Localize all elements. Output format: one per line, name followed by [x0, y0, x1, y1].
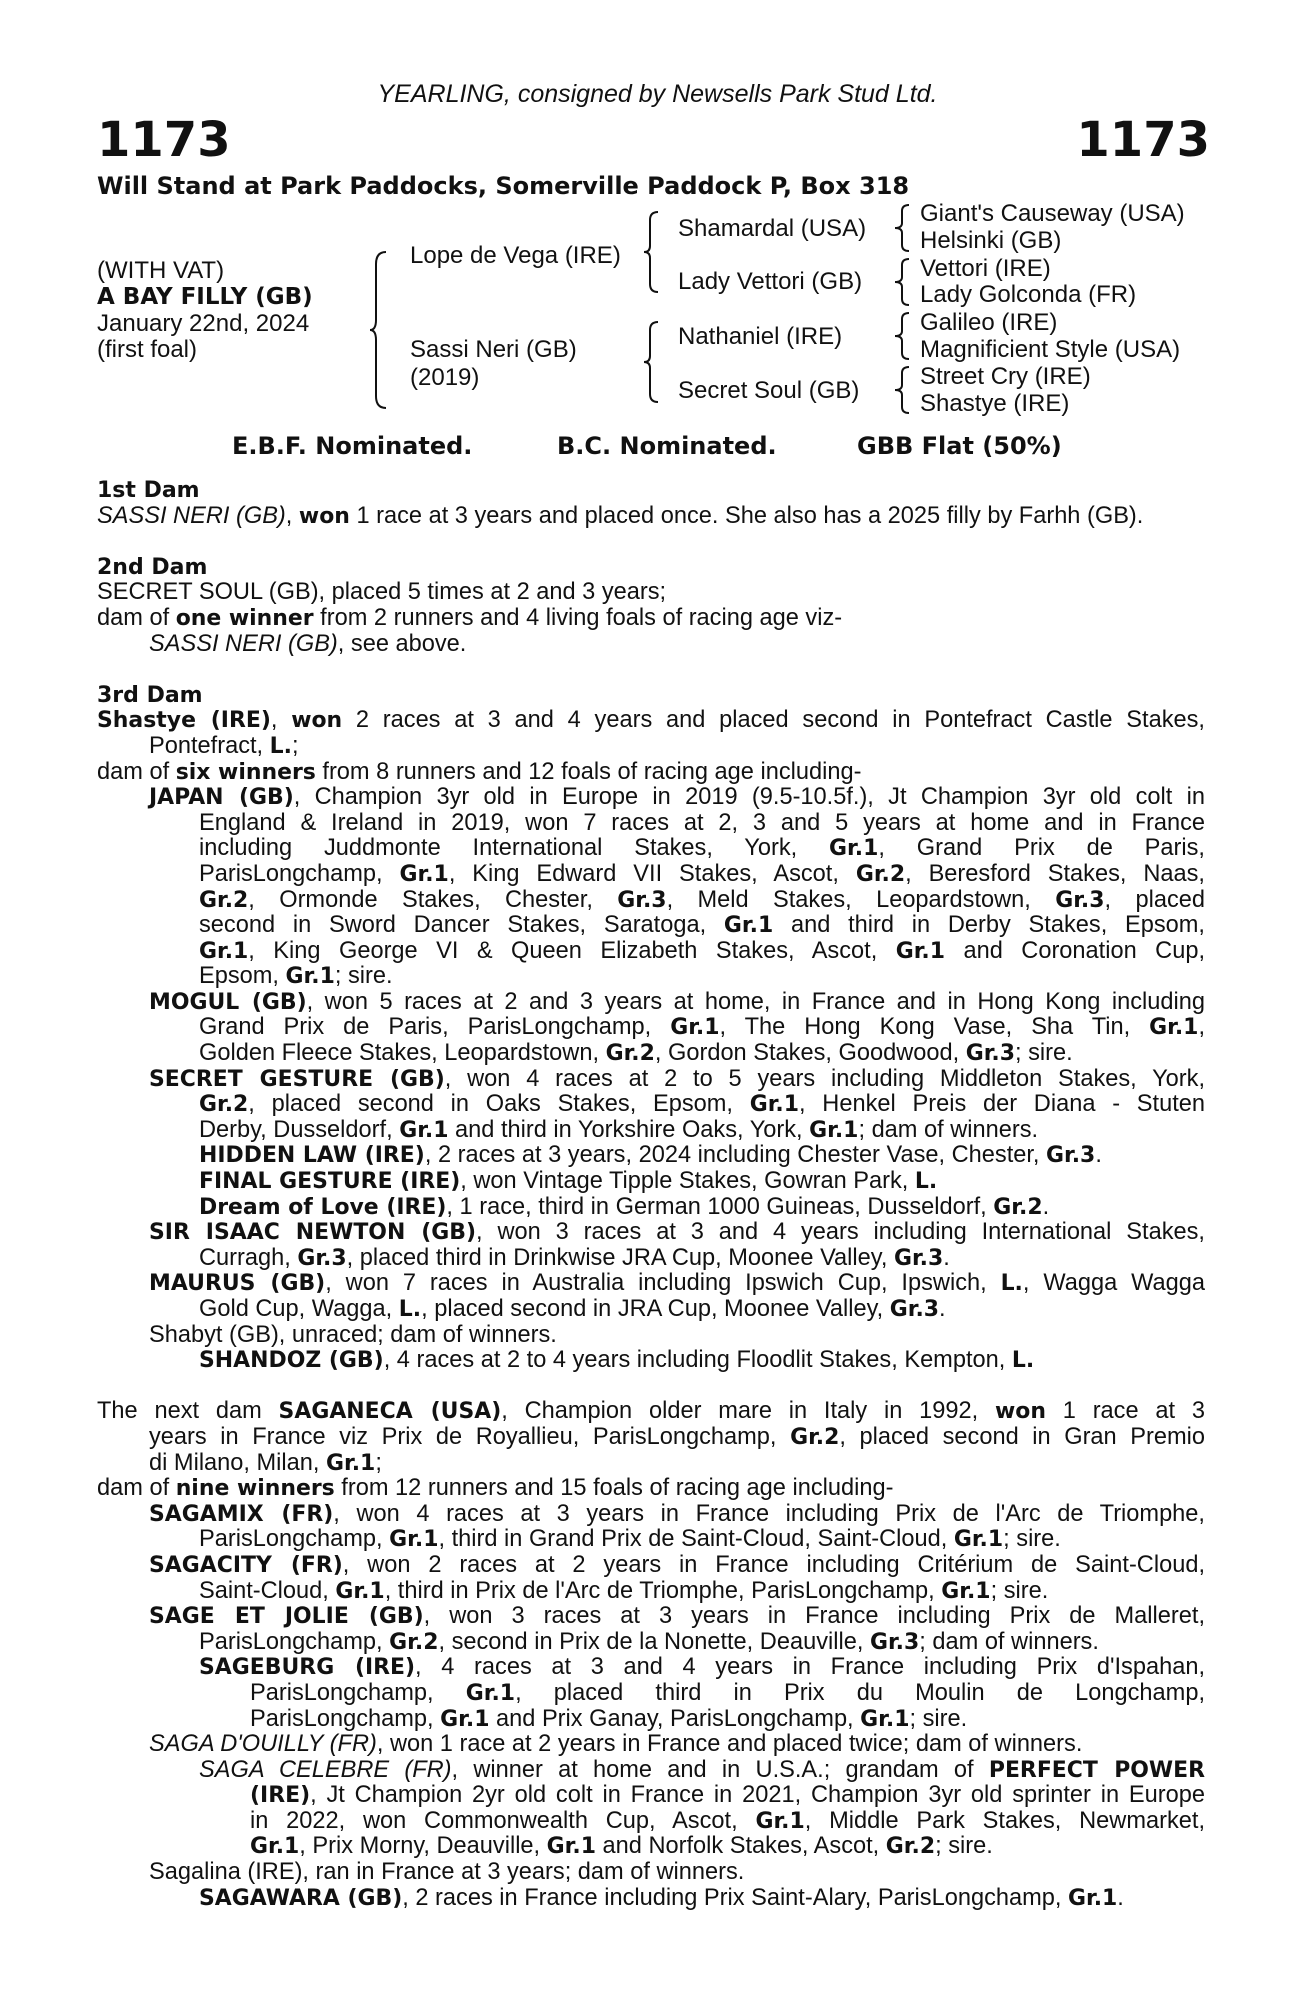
produce-saga-douilly: SAGA D'OUILLY (FR), won 1 race at 2 years in France and placed twice; dam of winners. — [149, 1731, 1083, 1758]
pedigree-g5: Galileo (IRE) — [920, 309, 1058, 336]
horse-name: A BAY FILLY (GB) — [97, 284, 313, 310]
third-dam-heading: 3rd Dam — [97, 682, 203, 708]
pedigree-g4: Lady Golconda (FR) — [920, 281, 1137, 308]
next-dam-text: The next dam SAGANECA (USA), Champion older mare in Italy in 1992, won 1 race at 3 — [97, 1398, 1205, 1425]
produce-sage-et-jolie: SAGE ET JOLIE (GB), won 3 races at 3 years in France including Prix de Malleret, — [149, 1603, 1205, 1630]
pedigree-g2: Helsinki (GB) — [920, 227, 1062, 254]
foaling-date: January 22nd, 2024 — [97, 310, 310, 337]
first-dam-text: SASSI NERI (GB), won 1 race at 3 years and placed once. She also has a 2025 filly by Farhh (GB). — [97, 502, 1144, 529]
first-dam-heading: 1st Dam — [97, 478, 200, 503]
pedigree-dam-dam: Secret Soul (GB) — [678, 377, 860, 404]
foal-note: (first foal) — [97, 336, 198, 363]
pedigree-sire-sire: Shamardal (USA) — [678, 215, 867, 242]
third-dam-text: Shastye (IRE), won 2 races at 3 and 4 years and placed second in Pontefract Castle Stakes, — [97, 707, 1205, 734]
pedigree-brace-g1 — [893, 203, 913, 253]
pedigree-brace-sire — [642, 210, 662, 294]
ebf-nomination: E.B.F. Nominated. — [232, 432, 473, 460]
produce-japan: JAPAN (GB), Champion 3yr old in Europe in 2019 (9.5-10.5f.), Jt Champion 3yr old colt in — [149, 784, 1205, 811]
produce-shabyt: Shabyt (GB), unraced; dam of winners. — [149, 1321, 557, 1348]
pedigree-brace-main — [368, 250, 390, 410]
second-dam-text: SECRET SOUL (GB), placed 5 times at 2 and 3 years; — [97, 579, 667, 606]
vat-note: (WITH VAT) — [97, 257, 225, 284]
lot-number-left: 1173 — [97, 112, 231, 168]
pedigree-brace-g2 — [893, 257, 913, 307]
gbb-flat: GBB Flat (50%) — [857, 432, 1062, 460]
produce-maurus: MAURUS (GB), won 7 races in Australia including Ipswich Cup, Ipswich, L., Wagga Wagga — [149, 1270, 1205, 1297]
produce-sagamix: SAGAMIX (FR), won 4 races at 3 years in France including Prix de l'Arc de Triomphe, — [149, 1500, 1205, 1527]
pedigree-g1: Giant's Causeway (USA) — [920, 200, 1185, 227]
produce-mogul: MOGUL (GB), won 5 races at 2 and 3 years at home, in France and in Hong Kong including — [149, 988, 1205, 1015]
produce-secret-gesture: SECRET GESTURE (GB), won 4 races at 2 to 5 years including Middleton Stakes, York, — [149, 1065, 1205, 1092]
second-dam-heading: 2nd Dam — [97, 554, 208, 580]
pedigree-brace-g3 — [893, 311, 913, 361]
pedigree-brace-dam — [642, 320, 662, 404]
pedigree-dam-year: (2019) — [410, 364, 480, 391]
pedigree-dam: Sassi Neri (GB) — [410, 336, 577, 363]
pedigree-sire: Lope de Vega (IRE) — [410, 242, 621, 269]
produce-sir-isaac-newton: SIR ISAAC NEWTON (GB), won 3 races at 3 and 4 years including International Stakes, — [149, 1219, 1205, 1246]
pedigree-g6: Magnificient Style (USA) — [920, 336, 1181, 363]
pedigree-sire-dam: Lady Vettori (GB) — [678, 268, 863, 295]
lot-number-right: 1173 — [1076, 112, 1210, 168]
consignment-line: YEARLING, consigned by Newsells Park Stud Ltd. — [377, 80, 938, 108]
produce-sagalina: Sagalina (IRE), ran in France at 3 years; dam of winners. — [149, 1859, 745, 1886]
produce-sagacity: SAGACITY (FR), won 2 races at 2 years in France including Critérium de Saint-Cloud, — [149, 1551, 1205, 1578]
pedigree-brace-g4 — [893, 365, 913, 415]
bc-nomination: B.C. Nominated. — [557, 432, 777, 460]
catalogue-body: 1st Dam SASSI NERI (GB), won 1 race at 3 years and placed once. She also has a 2025 filly by Farhh (GB). 2nd Dam SECRET SOUL (GB), placed 5 times at 2 and 3 years; dam of one winner from 2 runners and 4 living foals of racing age viz- SASSI NERI (GB), see above. 3rd Dam Shastye (IRE), won 2 races at 3 and 4 years and placed second in Pontefract Castle Stakes, Pontefract, L.; dam of six winners from 8 runners and 12 foals of racing age including- JAPAN (GB), Champion 3yr old in Europe in 2019 (9.5-10.5f.), Jt Champion 3yr old colt in England & Ireland in 2019, won 7 races at 2, 3 and 5 years at home and in France including Juddmonte International Stakes, York, Gr.1, Grand Prix de Paris, ParisLongchamp, Gr.1, King Edward VII Stakes, Ascot, Gr.2, Beresford Stakes, Naas, Gr.2, Ormonde Stakes, Chester, Gr.3, Meld Stakes, Leopardstown, Gr.3, placed second in Sword Dancer Stakes, Saratoga, Gr.1 and third in Derby Stakes, Epsom, Gr.1, King George VI & Queen Elizabeth Stakes, Ascot, Gr.1 and Coronation Cup, Epsom, Gr.1; sire. MOGUL (GB), won 5 races at 2 and 3 years at home, in France and in Hong Kong including Grand Prix de Paris, ParisLongchamp, Gr.1, The Hong Kong Vase, Sha Tin, Gr.1, Golden Fleece Stakes, Leopardstown, Gr.2, Gordon Stakes, Goodwood, Gr.3; sire. SECRET GESTURE (GB), won 4 races at 2 to 5 years including Middleton Stakes, York, Gr.2, placed second in Oaks Stakes, Epsom, Gr.1, Henkel Preis der Diana - Stuten Derby, Dusseldorf, Gr.1 and third in Yorkshire Oaks, York, Gr.1; dam of winners. HIDDEN LAW (IRE), 2 races at 3 years, 2024 including Chester Vase, Chester, Gr.3. FINAL GESTURE (IRE), won Vintage Tipple Stakes, Gowran Park, L. Dream of Love (IRE), 1 race, third in German 1000 Guineas, Dusseldorf, Gr.2. SIR ISAAC NEWTON (GB), won 3 races at 3 and 4 years including International Stakes, Curragh, Gr.3, placed third in Drinkwise JRA Cup, Moonee Valley, Gr.3. MAURUS (GB), won 7 races in Australia including Ipswich Cup, Ipswich, L., Wagga Wagga Gold Cup, Wagga, L., placed second in JRA Cup, Moonee Valley, Gr.3. Shabyt (GB), unraced; dam of winners. SHANDOZ (GB), 4 races at 2 to 4 years including Floodlit Stakes, Kempton, L. The next dam SAGANECA (USA), Champion older mare in Italy in 1992, won 1 race at 3 years in France viz Prix de Royallieu, ParisLongchamp, Gr.2, placed second in Gran Premio di Milano, Milan, Gr.1; dam of nine winners from 12 runners and 15 foals of racing age including- SAGAMIX (FR), won 4 races at 3 years in France including Prix de l'Arc de Triomphe, ParisLongchamp, Gr.1, third in Grand Prix de Saint-Cloud, Saint-Cloud, Gr.1; sire. SAGACITY (FR), won 2 races at 2 years in France including Critérium de Saint-Cloud, Saint-Cloud, Gr.1, third in Prix de l'Arc de Triomphe, ParisLongchamp, Gr.1; sire. SAGE ET JOLIE (GB), won 3 races at 3 years in France including Prix de Malleret, ParisLongchamp, Gr.2, second in Prix de la Nonette, Deauville, Gr.3; dam of winners. SAGEBURG (IRE), 4 races at 3 and 4 years in France including Prix d'Ispahan, ParisLongchamp, Gr.1, placed third in Prix du Moulin de Longchamp, ParisLongchamp, Gr.1 and Prix Ganay, ParisLongchamp, Gr.1; sire. SAGA D'OUILLY (FR), won 1 race at 2 years in France and placed twice; dam of winners. SAGA CELEBRE (FR), winner at home and in U.S.A.; grandam of PERFECT POWER (IRE), Jt Champion 2yr old colt in France in 2021, Champion 3yr old sprinter in Europe in 2022, won Commonwealth Cup, Ascot, Gr.1, Middle Park Stakes, Newmarket, Gr.1, Prix Morny, Deauville, Gr.1 and Norfolk Stakes, Ascot, Gr.2; sire. Sagalina (IRE), ran in France at 3 years; dam of winners. SAGAWARA (GB), 2 races in France including Prix Saint-Alary, ParisLongchamp, Gr.1. — [97, 478, 1206, 1911]
pedigree-g3: Vettori (IRE) — [920, 255, 1051, 282]
stand-location: Will Stand at Park Paddocks, Somerville Paddock P, Box 318 — [97, 172, 910, 200]
pedigree-dam-sire: Nathaniel (IRE) — [678, 323, 843, 350]
pedigree-g7: Street Cry (IRE) — [920, 363, 1091, 390]
pedigree-g8: Shastye (IRE) — [920, 390, 1070, 417]
